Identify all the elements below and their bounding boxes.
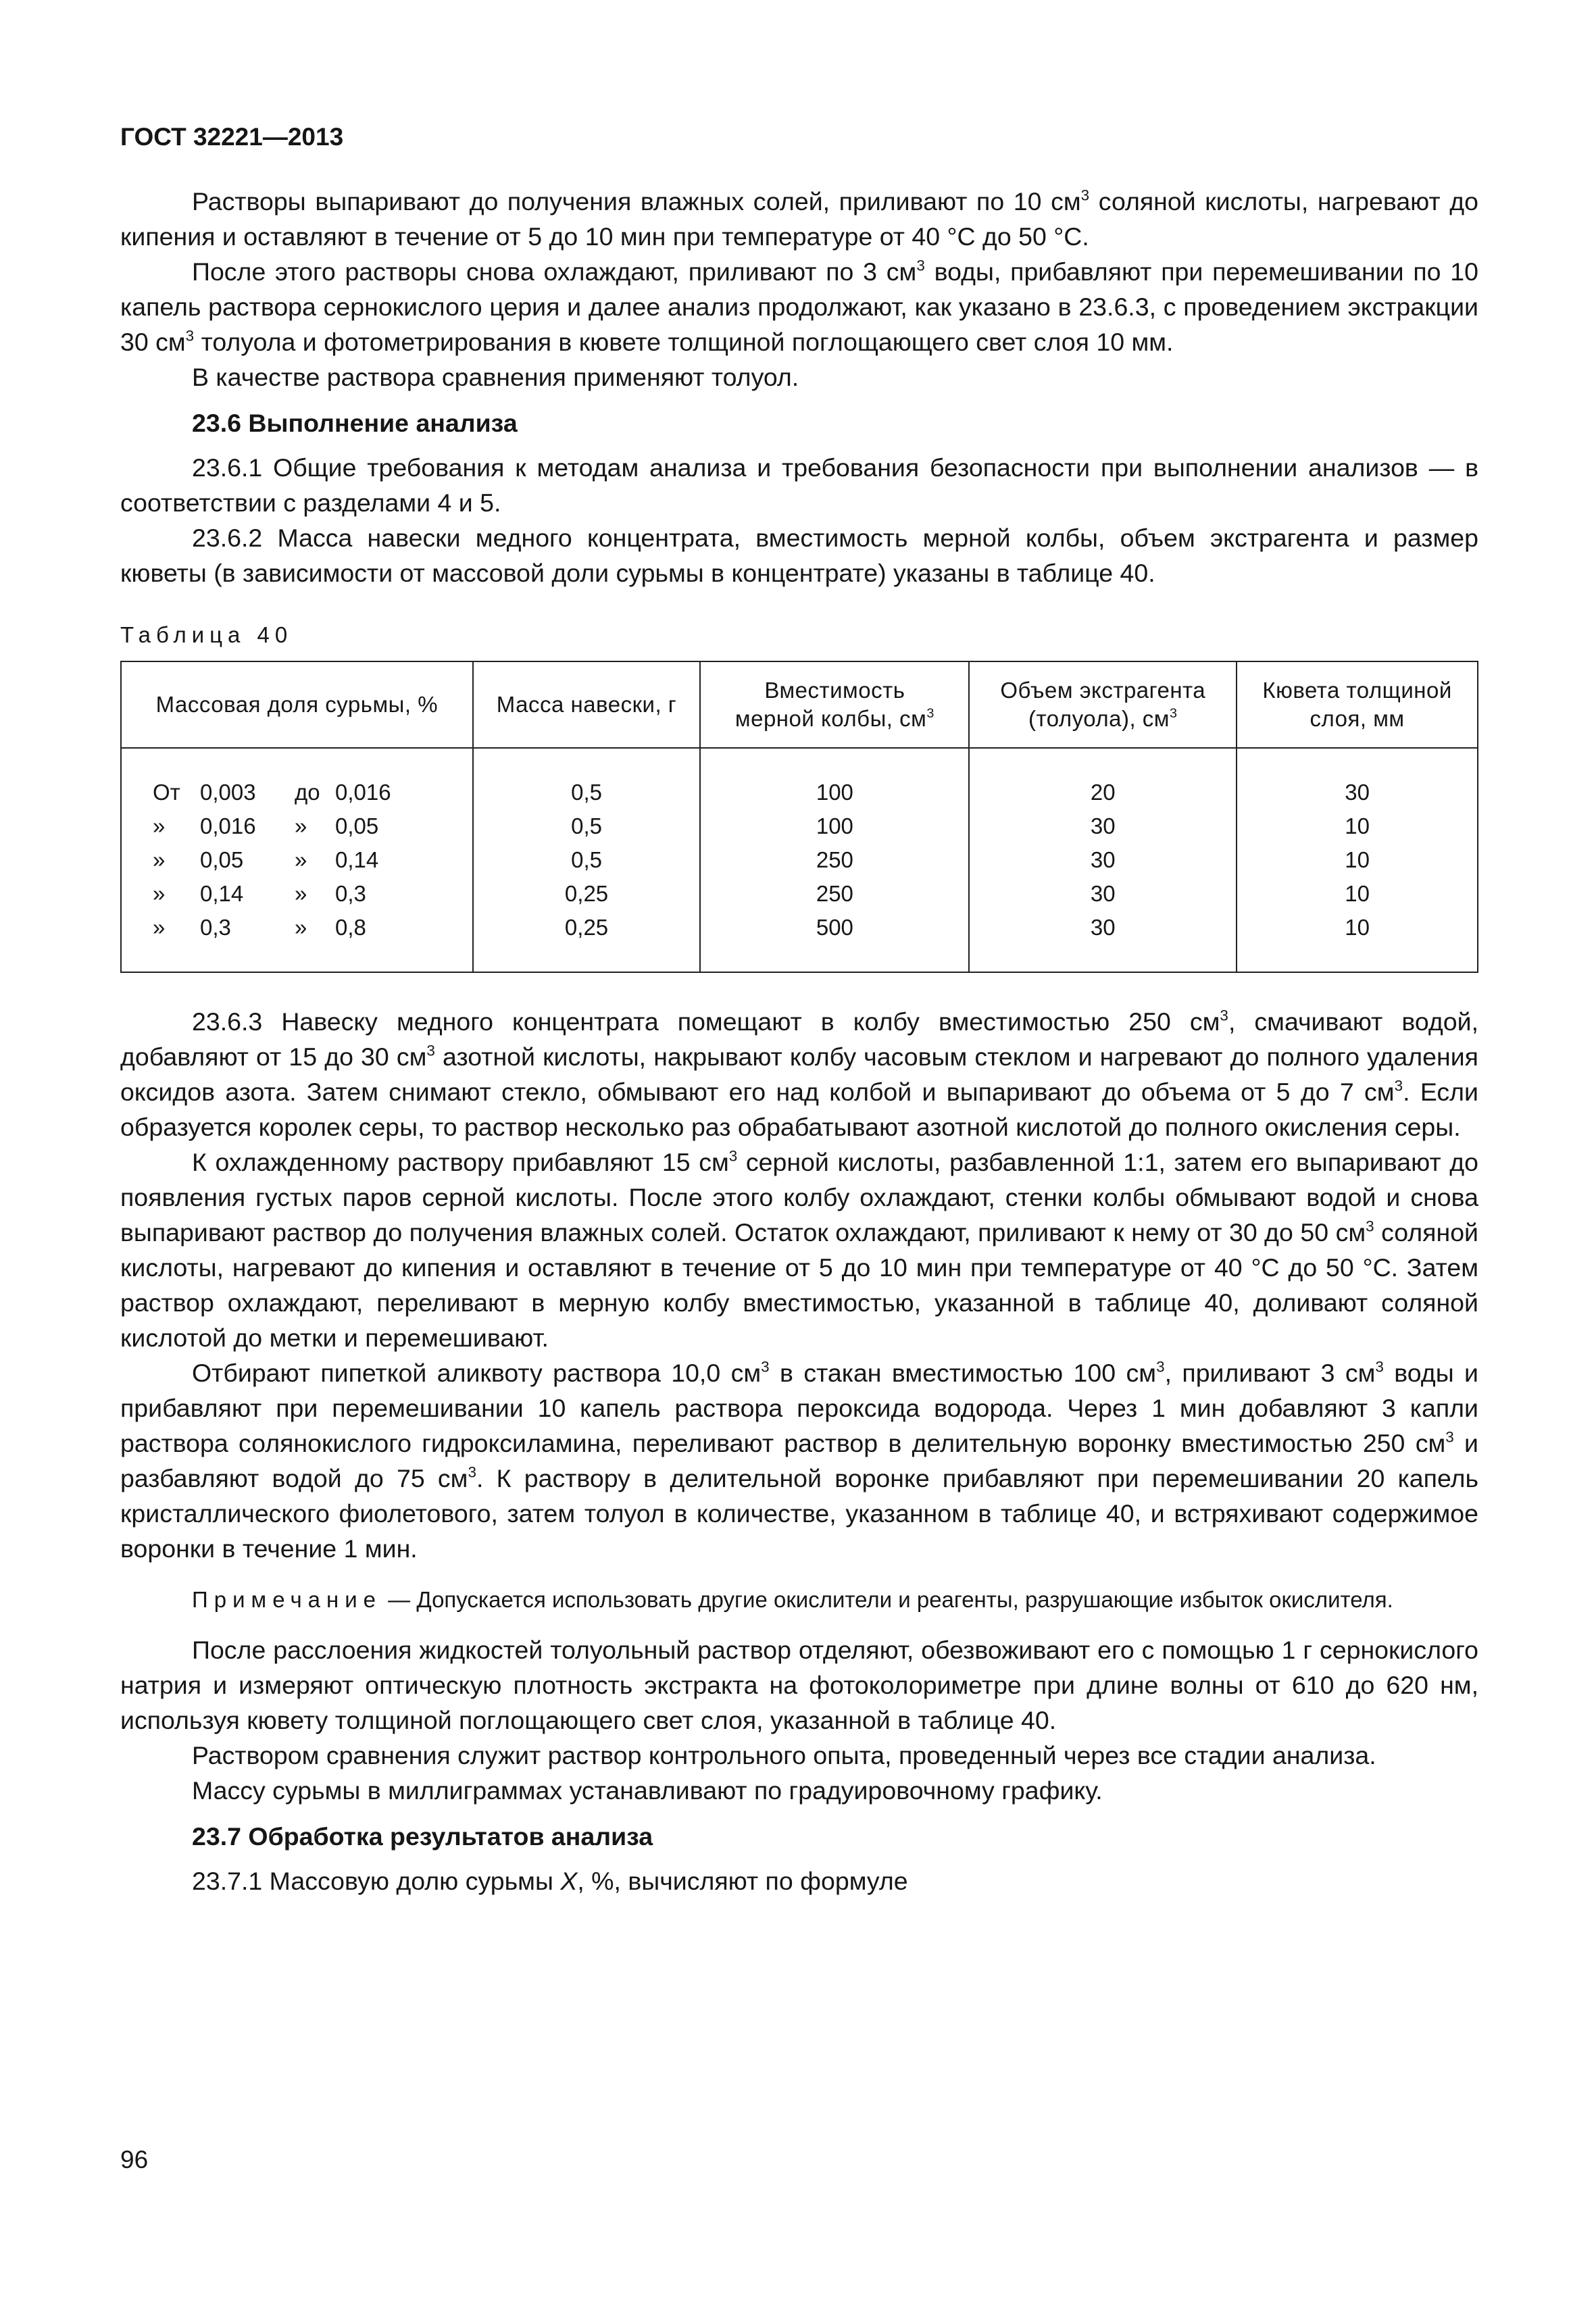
header-extractant-volume: Объем экстрагента (толуола), $см^3$ bbox=[969, 661, 1237, 748]
table-caption: Таблица 40 bbox=[120, 622, 293, 647]
paragraph-23-6-3-cont-1: К охлажденному раствору прибавляют 15 $см^3$ серной кислоты, разбавленной 1:1, затем его выпаривают до появления густых паров серной кислоты. После этого колбу охлаждают, стенки колбы обмывают водой и снова выпаривают раствор до получения влажных солей. Остаток охлаждают, приливают к нему от 30 до 50 $см^3$ соляной кислоты, нагревают до кипения и оставляют в течение от 5 до 10 мин при температуре от 40 °С до 50 °С. Затем раствор охлаждают, переливают в мерную колбу вместимостью, указанной в таблице 40, доливают соляной кислотой до метки и перемешивают. bbox=[120, 1147, 1479, 1352]
table-cell: 30 bbox=[1090, 915, 1116, 940]
paragraph-intro-3: В качестве раствора сравнения применяют толуол. bbox=[192, 363, 799, 391]
table-40 bbox=[120, 661, 1478, 973]
header-sample-mass: Масса навески, г bbox=[473, 661, 701, 748]
table-cell: 250 bbox=[816, 847, 853, 872]
paragraph-23-6-3: 23.6.3 Навеску медного концентрата помещают в колбу вместимостью 250 $см^3$, смачивают водой, добавляют от 15 до 30 $см^3$ азотной кислоты, накрывают колбу часовым стеклом и нагревают до полного удаления оксидов азота. Затем снимают стекло, обмывают его над колбой и выпаривают до объема от 5 до 7 $см^3$. Если образуется королек серы, то раствор несколько раз обрабатывают азотной кислотой до полного окисления серы. bbox=[120, 1007, 1478, 1141]
table-cell: 10 bbox=[1345, 881, 1370, 906]
document-page bbox=[120, 122, 1478, 1898]
paragraph-23-6-1: 23.6.1 Общие требования к методам анализа и требования безопасности при выполнении анализов — в соответствии с разделами 4 и 5. bbox=[120, 453, 1478, 517]
table-cell: 0,5 bbox=[571, 780, 602, 805]
table-cell: 30 bbox=[1345, 780, 1370, 805]
paragraph-23-6-3-cont-2: Отбирают пипеткой аликвоту раствора 10,0 $см^3$ в стакан вместимостью 100 $см^3$, приливают 3 $см^3$ воды и прибавляют при перемешивании 10 капель раствора пероксида водорода. Через 1 мин добавляют 3 капли раствора солянокислого гидроксиламина, переливают раствор в делительную воронку вместимостью 250 $см^3$ и разбавляют водой до 75 $см^3$. К раствору в делительной воронке прибавляют при перемешивании 20 капель кристаллического фиолетового, затем толуол в количестве, указанном в таблице 40, и встряхивают содержимое воронки в течение 1 мин. bbox=[120, 1358, 1478, 1563]
column-flask-volume bbox=[700, 748, 969, 972]
header-cuvette: Кювета толщиной слоя, мм bbox=[1237, 661, 1478, 748]
table-cell: 0,25 bbox=[564, 915, 609, 940]
range-row: » 0,016 » 0,05 bbox=[153, 813, 379, 838]
table-cell: 30 bbox=[1090, 881, 1116, 906]
document-header: ГОСТ 32221—2013 bbox=[120, 123, 344, 151]
note-text: — Допускается использовать другие окислители и реагенты, разрушающие избыток окислителя. bbox=[382, 1587, 1393, 1612]
table-cell: 20 bbox=[1090, 780, 1116, 805]
table-cell: 0,5 bbox=[571, 813, 602, 838]
table-cell: 100 bbox=[816, 813, 853, 838]
section-title-23-6: 23.6 Выполнение анализа bbox=[192, 409, 518, 437]
column-sample-mass bbox=[473, 748, 701, 972]
paragraph-after-note-2: Раствором сравнения служит раствор контрольного опыта, проведенный через все стадии анализа. bbox=[192, 1741, 1376, 1769]
page-number: 96 bbox=[120, 2146, 149, 2173]
table-cell: 10 bbox=[1345, 847, 1370, 872]
paragraph-23-6-2: 23.6.2 Масса навески медного концентрата, вместимость мерной колбы, объем экстрагента и размер кюветы (в зависимости от массовой доли сурьмы в концентрате) указаны в таблице 40. bbox=[120, 524, 1478, 587]
table-header-row bbox=[121, 661, 1478, 748]
header-mass-fraction: Массовая доля сурьмы, % bbox=[121, 661, 473, 748]
paragraph-after-note-3: Массу сурьмы в миллиграммах устанавливают по градуировочному графику. bbox=[192, 1776, 1103, 1805]
table-cell: 30 bbox=[1090, 813, 1116, 838]
section-title-23-7: 23.7 Обработка результатов анализа bbox=[192, 1822, 653, 1851]
table-cell: 100 bbox=[816, 780, 853, 805]
column-extractant-volume bbox=[969, 748, 1237, 972]
range-row: » 0,3 » 0,8 bbox=[153, 915, 366, 940]
range-row: » 0,14 » 0,3 bbox=[153, 881, 366, 906]
table-cell: 500 bbox=[816, 915, 853, 940]
paragraph-after-note-1: После расслоения жидкостей толуольный раствор отделяют, обезвоживают его с помощью 1 г сернокислого натрия и измеряют оптическую плотность экстракта на фотоколориметре при длине волны от 610 до 620 нм, используя кювету толщиной поглощающего свет слоя, указанной в таблице 40. bbox=[120, 1636, 1478, 1734]
column-mass-fraction bbox=[121, 748, 473, 972]
table-cell: 0,25 bbox=[564, 881, 609, 906]
column-cuvette bbox=[1237, 748, 1478, 972]
paragraph-intro-1: Растворы выпаривают до получения влажных солей, приливают по 10 $см^3$ соляной кислоты, нагревают до кипения и оставляют в течение от 5 до 10 мин при температуре от 40 °С до 50 °С. bbox=[120, 186, 1478, 251]
paragraph-23-7-1: 23.7.1 Массовую долю сурьмы X, %, вычисляют по формуле bbox=[192, 1867, 908, 1895]
range-row: От 0,003 до 0,016 bbox=[153, 780, 391, 805]
paragraph-intro-2: После этого растворы снова охлаждают, приливают по 3 $см^3$ воды, прибавляют при перемешивании по 10 капель раствора сернокислого церия и далее анализ продолжают, как указано в 23.6.3, с проведением экстракции 30 $см^3$ толуола и фотометрирования в кювете толщиной поглощающего свет слоя 10 мм. bbox=[120, 257, 1478, 356]
table-cell: 10 bbox=[1345, 915, 1370, 940]
table-cell: 10 bbox=[1345, 813, 1370, 838]
table-cell: 30 bbox=[1090, 847, 1116, 872]
note-lead: Примечание bbox=[192, 1587, 382, 1612]
range-row: » 0,05 » 0,14 bbox=[153, 847, 379, 872]
table-cell: 250 bbox=[816, 881, 853, 906]
table-body-row bbox=[121, 748, 1478, 972]
note bbox=[120, 1584, 1478, 1616]
header-flask-volume: Вместимость мерной колбы, $см^3$ bbox=[700, 661, 969, 748]
table-cell: 0,5 bbox=[571, 847, 602, 872]
